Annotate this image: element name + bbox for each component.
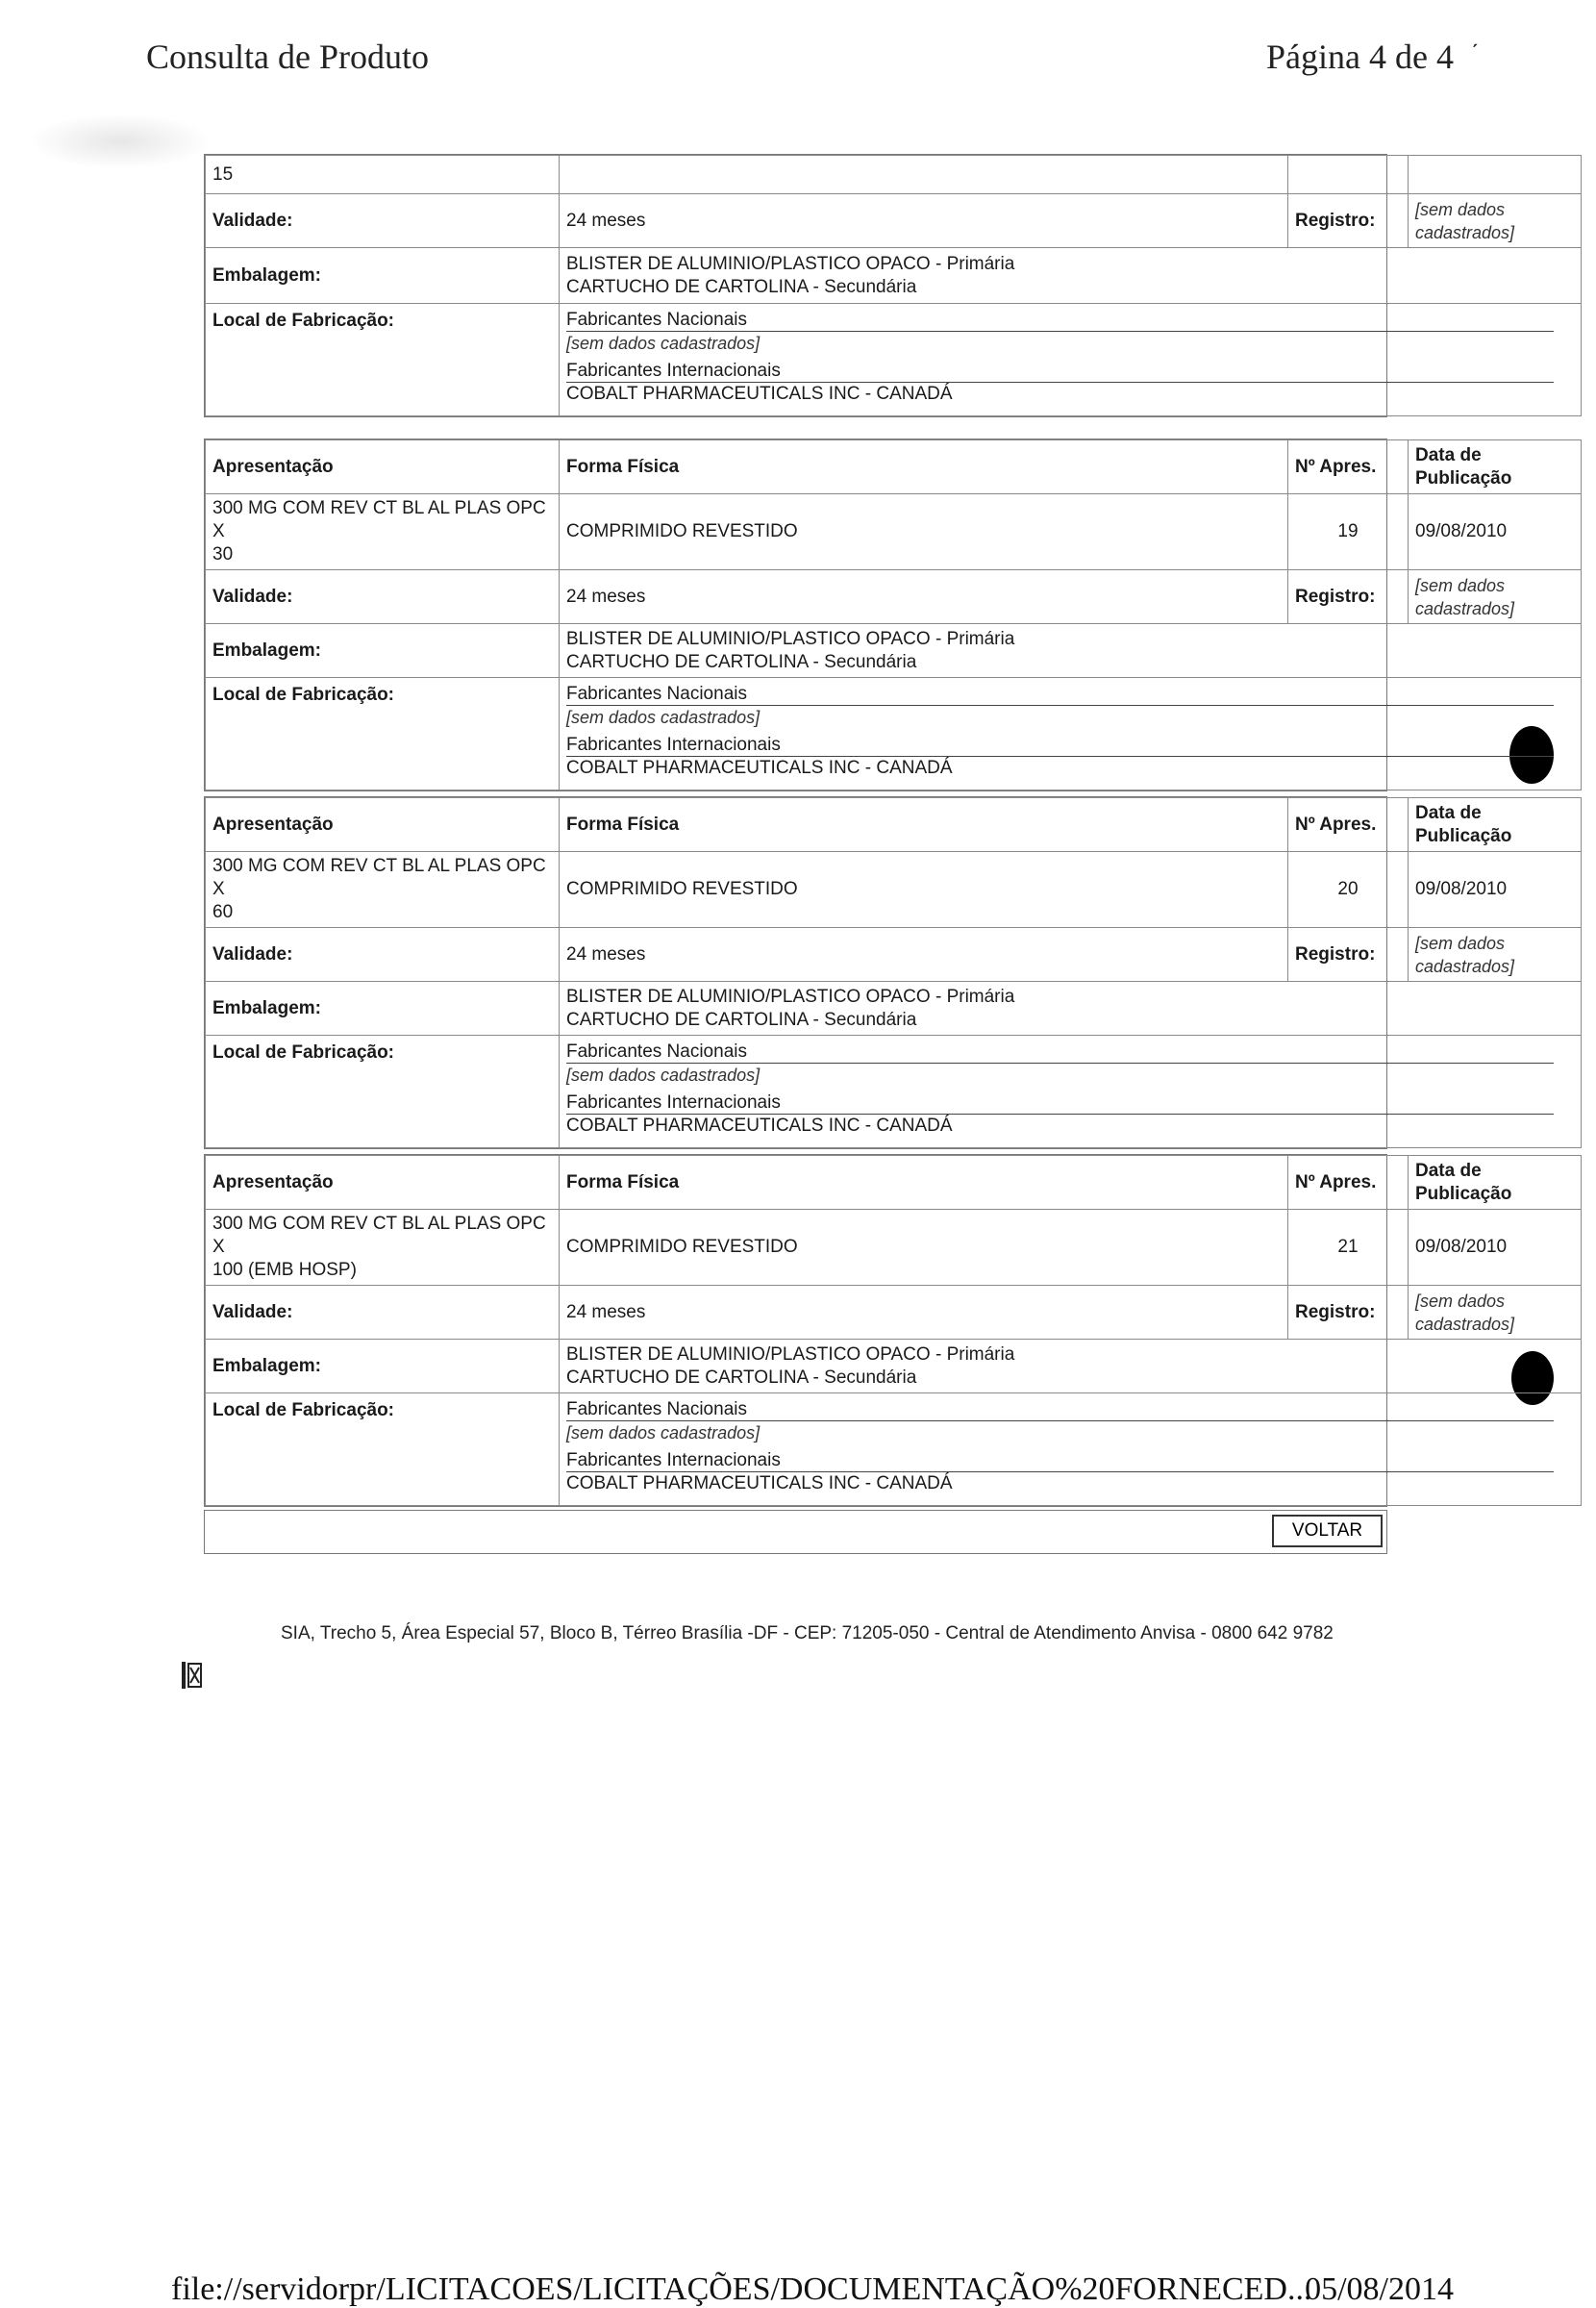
- registro-value: [sem dados cadastrados]: [1409, 1286, 1582, 1340]
- n-apres-header: Nº Apres.: [1288, 440, 1409, 494]
- validade-value: 24 meses: [560, 570, 1288, 624]
- forma-fisica-value: COMPRIMIDO REVESTIDO: [560, 852, 1288, 928]
- apresentacao-value: 300 MG COM REV CT BL AL PLAS OPC X 100 (EMB HOSP): [206, 1210, 560, 1286]
- fab-nacionais-label: Fabricantes Nacionais: [566, 310, 1554, 332]
- validade-value: 24 meses: [560, 1286, 1288, 1340]
- n-apres-value: 21: [1288, 1210, 1409, 1286]
- validade-label: Validade:: [206, 194, 560, 248]
- fab-nacionais-label: Fabricantes Nacionais: [566, 684, 1554, 706]
- n-apres-value: 20: [1288, 852, 1409, 928]
- document-icon: [181, 1661, 202, 1690]
- local-label: Local de Fabricação:: [206, 1036, 560, 1148]
- source-url: file://servidorpr/LICITACOES/LICITAÇÕES/DOCUMENTAÇÃO%20FORNECED...: [171, 2271, 1312, 2307]
- apresentacao-header: Apresentação: [206, 798, 560, 852]
- registro-label: Registro:: [1288, 928, 1409, 982]
- local-value: [560, 1393, 1582, 1506]
- embalagem-label: Embalagem:: [206, 624, 560, 678]
- fab-nacionais-value: [sem dados cadastrados]: [566, 334, 761, 353]
- page-title: Consulta de Produto: [146, 38, 429, 76]
- apresentacao-value: 300 MG COM REV CT BL AL PLAS OPC X 30: [206, 494, 560, 570]
- embalagem-label: Embalagem:: [206, 982, 560, 1036]
- registro-label: Registro:: [1288, 194, 1409, 248]
- local-value: [560, 678, 1582, 790]
- product-block-1: [204, 439, 1515, 791]
- data-pub-header: Data de Publicação: [1409, 1156, 1582, 1210]
- embalagem-value: BLISTER DE ALUMINIO/PLASTICO OPACO - Primária CARTUCHO DE CARTOLINA - Secundária: [560, 248, 1582, 304]
- fab-nacionais-label: Fabricantes Nacionais: [566, 1041, 1554, 1064]
- voltar-bar: [204, 1510, 1387, 1554]
- forma-fisica-header: Forma Física: [560, 1156, 1288, 1210]
- fab-nacionais-value: [sem dados cadastrados]: [566, 1066, 761, 1085]
- n-apres-header: Nº Apres.: [1288, 1156, 1409, 1210]
- scan-smudge: [29, 113, 212, 169]
- validade-value: 24 meses: [560, 194, 1288, 248]
- fab-internacionais-value: COBALT PHARMACEUTICALS INC - CANADÁ: [566, 384, 953, 404]
- embalagem-label: Embalagem:: [206, 248, 560, 304]
- embalagem-label: Embalagem:: [206, 1340, 560, 1393]
- footer-address: SIA, Trecho 5, Área Especial 57, Bloco B, Térreo Brasília -DF - CEP: 71205-050 - Central de Atendimento Anvisa - 0800 642 9782: [281, 1623, 1334, 1643]
- apresentacao-header: Apresentação: [206, 1156, 560, 1210]
- local-value: [560, 1036, 1582, 1148]
- validade-label: Validade:: [206, 928, 560, 982]
- embalagem-value: BLISTER DE ALUMINIO/PLASTICO OPACO - Primária CARTUCHO DE CARTOLINA - Secundária: [560, 1340, 1582, 1393]
- registro-value: [sem dados cadastrados]: [1409, 928, 1582, 982]
- local-label: Local de Fabricação:: [206, 678, 560, 790]
- embalagem-value: BLISTER DE ALUMINIO/PLASTICO OPACO - Primária CARTUCHO DE CARTOLINA - Secundária: [560, 982, 1582, 1036]
- voltar-button[interactable]: VOLTAR: [1272, 1515, 1383, 1547]
- forma-fisica-value: COMPRIMIDO REVESTIDO: [560, 494, 1288, 570]
- fab-internacionais-label: Fabricantes Internacionais: [566, 361, 1554, 383]
- fab-nacionais-value: [sem dados cadastrados]: [566, 708, 761, 727]
- fab-internacionais-label: Fabricantes Internacionais: [566, 1092, 1554, 1115]
- embalagem-value: BLISTER DE ALUMINIO/PLASTICO OPACO - Primária CARTUCHO DE CARTOLINA - Secundária: [560, 624, 1582, 678]
- local-value: [560, 304, 1582, 416]
- registro-value: [sem dados cadastrados]: [1409, 570, 1582, 624]
- scan-mark: ˊ: [1471, 40, 1479, 66]
- n-apres-value: 19: [1288, 494, 1409, 570]
- validade-value: 24 meses: [560, 928, 1288, 982]
- registro-label: Registro:: [1288, 1286, 1409, 1340]
- fab-internacionais-value: COBALT PHARMACEUTICALS INC - CANADÁ: [566, 1473, 953, 1493]
- fab-internacionais-value: COBALT PHARMACEUTICALS INC - CANADÁ: [566, 758, 953, 778]
- apresentacao-value: 300 MG COM REV CT BL AL PLAS OPC X 60: [206, 852, 560, 928]
- fab-internacionais-label: Fabricantes Internacionais: [566, 1450, 1554, 1472]
- apresentacao-header: Apresentação: [206, 440, 560, 494]
- product-block-3: [204, 1154, 1515, 1507]
- local-label: Local de Fabricação:: [206, 304, 560, 416]
- data-pub-value: 09/08/2010: [1409, 852, 1582, 928]
- print-date: 05/08/2014: [1305, 2271, 1454, 2307]
- data-pub-header: Data de Publicação: [1409, 440, 1582, 494]
- n-apres-header: Nº Apres.: [1288, 798, 1409, 852]
- local-label: Local de Fabricação:: [206, 1393, 560, 1506]
- registro-value: [sem dados cadastrados]: [1409, 194, 1582, 248]
- forma-fisica-header: Forma Física: [560, 798, 1288, 852]
- data-pub-value: 09/08/2010: [1409, 494, 1582, 570]
- page-number: Página 4 de 4: [1266, 38, 1454, 76]
- data-pub-header: Data de Publicação: [1409, 798, 1582, 852]
- product-block-0: [204, 154, 1515, 417]
- apresentacao-value: 15: [206, 156, 560, 194]
- validade-label: Validade:: [206, 570, 560, 624]
- registro-label: Registro:: [1288, 570, 1409, 624]
- data-pub-value: 09/08/2010: [1409, 1210, 1582, 1286]
- validade-label: Validade:: [206, 1286, 560, 1340]
- product-block-2: [204, 796, 1515, 1149]
- fab-nacionais-value: [sem dados cadastrados]: [566, 1423, 761, 1442]
- fab-internacionais-label: Fabricantes Internacionais: [566, 735, 1554, 757]
- forma-fisica-value: COMPRIMIDO REVESTIDO: [560, 1210, 1288, 1286]
- fab-internacionais-value: COBALT PHARMACEUTICALS INC - CANADÁ: [566, 1116, 953, 1136]
- fab-nacionais-label: Fabricantes Nacionais: [566, 1399, 1554, 1421]
- forma-fisica-header: Forma Física: [560, 440, 1288, 494]
